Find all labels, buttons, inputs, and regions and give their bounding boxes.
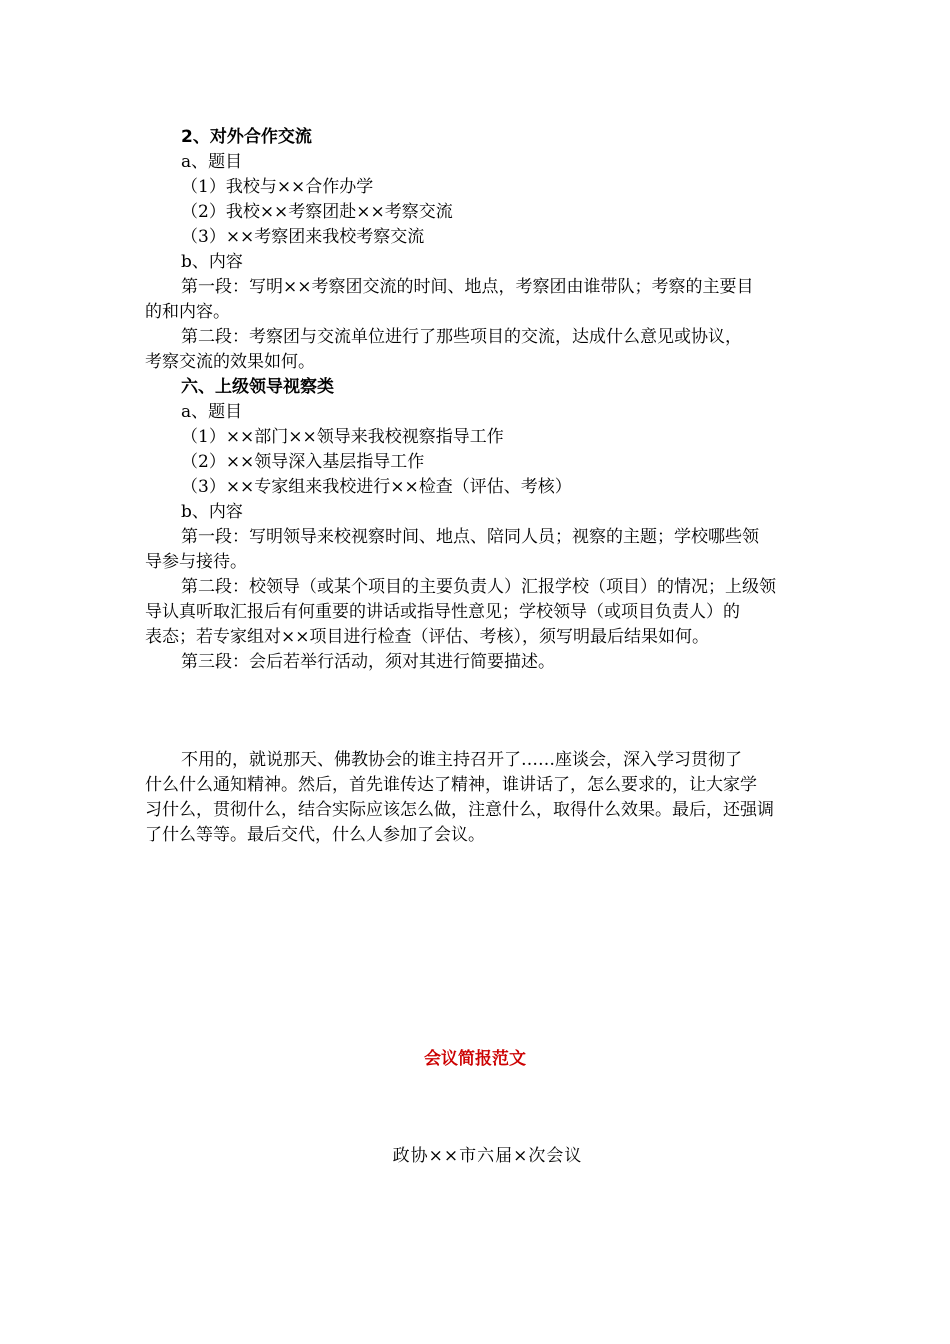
note-line: 什么什么通知精神。然后，首先谁传达了精神，谁讲话了，怎么要求的，让大家学 [145, 775, 757, 795]
paragraph-line: 表态；若专家组对××项目进行检查（评估、考核），须写明最后结果如何。 [145, 627, 709, 647]
note-line: 习什么，贯彻什么，结合实际应该怎么做，注意什么，取得什么效果。最后，还强调 [145, 800, 774, 820]
paragraph-line: 的和内容。 [145, 302, 230, 322]
section-heading-inspection: 六、上级领导视察类 [181, 377, 334, 397]
content-label: b、内容 [181, 252, 243, 272]
paragraph-line: 第一段：写明领导来校视察时间、地点、陪同人员；视察的主题；学校哪些领 [181, 527, 759, 547]
topic-item: （3）××考察团来我校考察交流 [181, 227, 425, 247]
paragraph-line: 第二段：校领导（或某个项目的主要负责人）汇报学校（项目）的情况；上级领 [181, 577, 776, 597]
content-label: b、内容 [181, 502, 243, 522]
sample-subtitle: 政协××市六届×次会议 [392, 1146, 583, 1166]
sample-title: 会议简报范文 [424, 1049, 526, 1069]
topic-item: （3）××专家组来我校进行××检查（评估、考核） [181, 477, 572, 497]
note-line: 了什么等等。最后交代，什么人参加了会议。 [145, 825, 485, 845]
paragraph-line: 导参与接待。 [145, 552, 247, 572]
topic-item: （1）我校与××合作办学 [181, 177, 374, 197]
paragraph-line: 考察交流的效果如何。 [145, 352, 315, 372]
paragraph-line: 第二段：考察团与交流单位进行了那些项目的交流，达成什么意见或协议， [181, 327, 742, 347]
paragraph-line: 第三段：会后若举行活动，须对其进行简要描述。 [181, 652, 555, 672]
topic-item: （2）我校××考察团赴××考察交流 [181, 202, 453, 222]
note-line: 不用的，就说那天、佛教协会的谁主持召开了……座谈会，深入学习贯彻了 [181, 750, 742, 770]
paragraph-line: 导认真听取汇报后有何重要的讲话或指导性意见；学校领导（或项目负责人）的 [145, 602, 740, 622]
topic-label: a、题目 [181, 402, 243, 422]
paragraph-line: 第一段：写明××考察团交流的时间、地点，考察团由谁带队；考察的主要目 [181, 277, 754, 297]
topic-item: （2）××领导深入基层指导工作 [181, 452, 425, 472]
section-heading-cooperation: 2、对外合作交流 [181, 127, 312, 147]
topic-item: （1）××部门××领导来我校视察指导工作 [181, 427, 504, 447]
topic-label: a、题目 [181, 152, 243, 172]
